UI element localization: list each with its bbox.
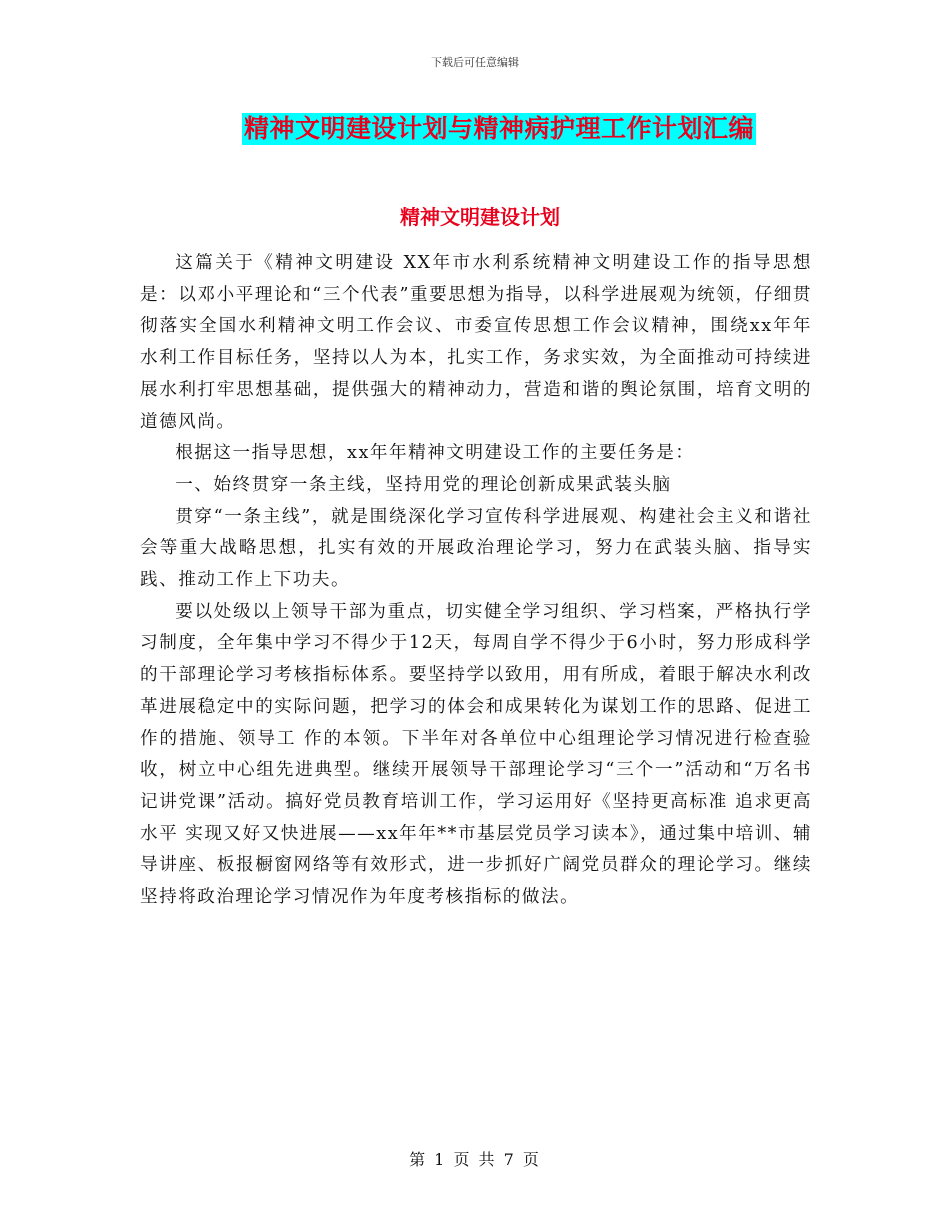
paragraph: 贯穿“一条主线”，就是围绕深化学习宣传科学进展观、构建社会主义和谐社会等重大战略思想，扎实有效的开展政治理论学习，努力在武装头脑、指导实践、推动工作上下功夫。	[140, 506, 812, 591]
body-text	[140, 248, 812, 914]
page-footer: 第 1 页 共 7 页	[409, 1150, 541, 1169]
paragraph: 一、始终贯穿一条主线，坚持用党的理论创新成果武装头脑	[175, 474, 672, 495]
main-title: 精神文明建设计划与精神病护理工作计划汇编	[243, 114, 754, 143]
section-title: 精神文明建设计划	[400, 205, 560, 229]
main-title-container	[0, 113, 950, 145]
paragraph: 这篇关于《精神文明建设 XX年市水利系统精神文明建设工作的指导思想是：以邓小平理论和“三个代表”重要思想为指导，以科学进展观为统领，仔细贯彻落实全国水利精神文明工作会议、市委宣传思想工作会议精神，围绕xx年年水利工作目标任务，坚持以人为本，扎实工作，务求实效，为全面推动可持续进展水利打牢思想基础，提供强大的精神动力，营造和谐的舆论氛围，培育文明的道德风尚。	[140, 253, 812, 432]
header-note: 下载后可任意编辑	[431, 56, 519, 69]
paragraph: 要以处级以上领导干部为重点，切实健全学习组织、学习档案，严格执行学习制度，全年集中学习不得少于12天，每周自学不得少于6小时，努力形成科学的干部理论学习考核指标体系。要坚持学以致用，用有所成，着眼于解决水利改革进展稳定中的实际问题，把学习的体会和成果转化为谋划工作的思路、促进工作的措施、领导工 作的本领。下半年对各单位中心组理论学习情况进行检查验收，树立中心组先进典型。继续开展领导干部理论学习“三个一”活动和“万名书记讲党课”活动。搞好党员教育培训工作，学习运用好《坚持更高标准 追求更高水平 实现又好又快进展——xx年年**市基层党员学习读本》，通过集中培训、辅导讲座、板报橱窗网络等有效形式，进一步抓好广阔党员群众的理论学习。继续坚持将政治理论学习情况作为年度考核指标的做法。	[140, 601, 812, 908]
paragraph: 根据这一指导思想，xx年年精神文明建设工作的主要任务是：	[175, 443, 695, 464]
